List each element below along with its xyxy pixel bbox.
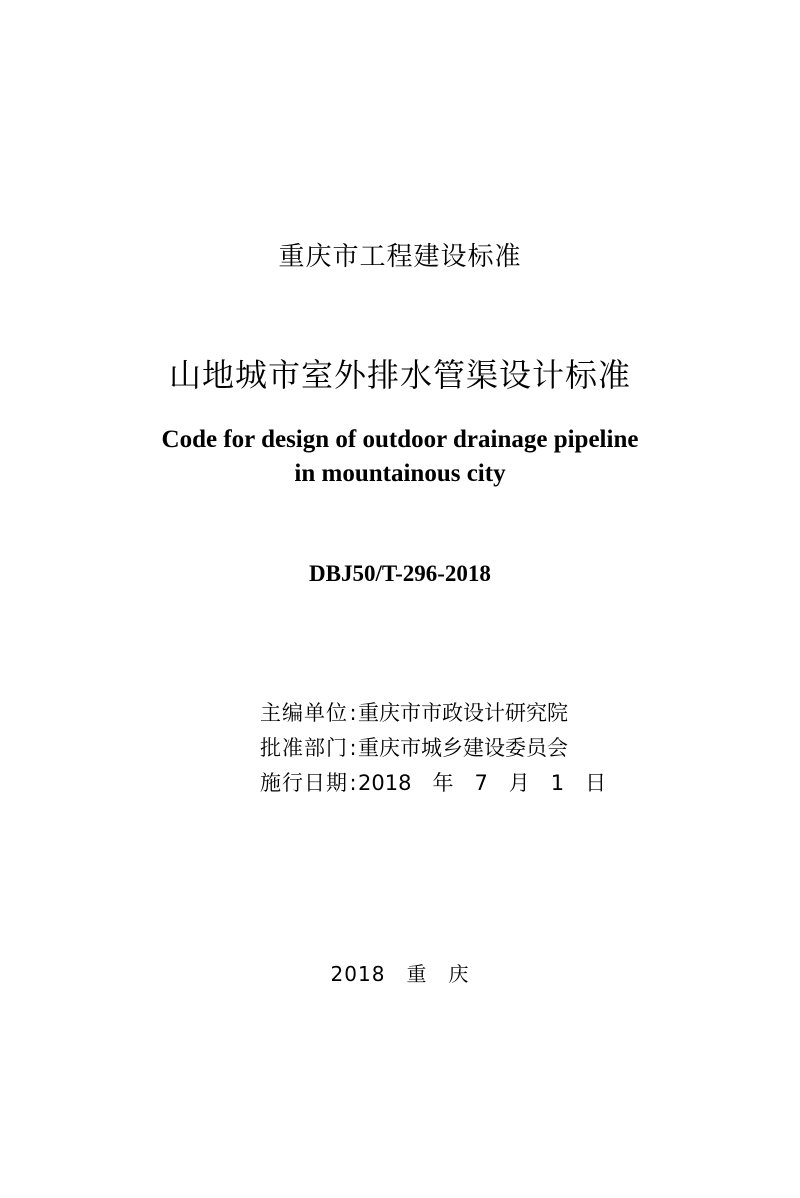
document-title-english-line-2: in mountainous city [294, 460, 506, 487]
approver-value: 重庆市城乡建设委员会 [358, 736, 568, 760]
effective-date-label: 施行日期 [260, 771, 348, 795]
editor-label: 主编单位 [260, 701, 348, 725]
document-title-english-line-1: Code for design of outdoor drainage pipeline [161, 426, 639, 453]
approver-label: 批准部门 [260, 736, 348, 760]
document-title-chinese: 山地城市室外排水管渠设计标准 [168, 356, 631, 394]
effective-date-value: 2018 年 7 月 1 日 [358, 771, 607, 795]
publication-imprint: 2018 重 庆 [330, 962, 470, 986]
editor-value: 重庆市市政设计研究院 [358, 701, 568, 725]
editor-info [260, 697, 568, 727]
standard-code: DBJ50/T-296-2018 [309, 561, 491, 586]
series-title: 重庆市工程建设标准 [278, 242, 522, 272]
effective-date-info [260, 767, 606, 797]
editor-separator: : [349, 701, 357, 725]
effective-date-separator: : [349, 771, 357, 795]
approver-info [260, 732, 568, 762]
approver-separator: : [349, 736, 357, 760]
